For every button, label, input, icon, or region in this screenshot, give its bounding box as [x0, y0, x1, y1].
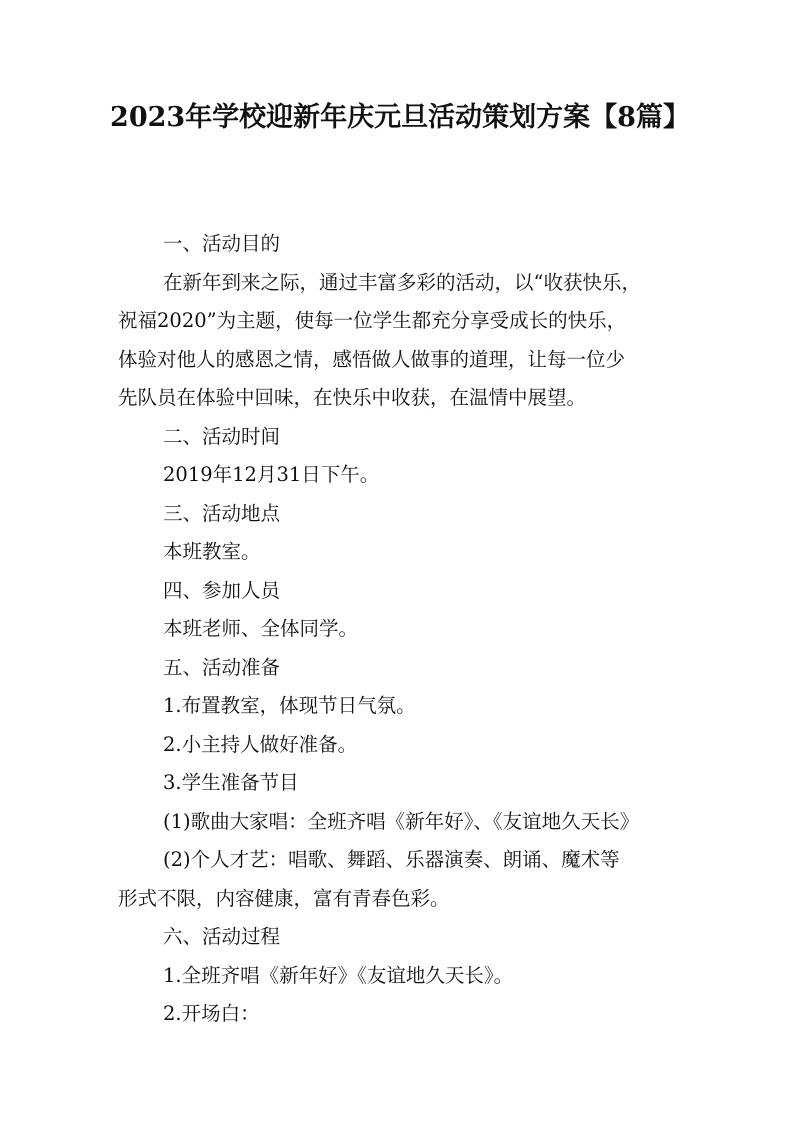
document-title: 2023年学校迎新年庆元旦活动策划方案【8篇】 — [110, 102, 690, 133]
section-heading: 二、活动时间 — [163, 424, 281, 448]
list-item: (2)个人才艺：唱歌、舞蹈、乐器演奏、朗诵、魔术等 — [163, 848, 620, 871]
document-body — [118, 225, 698, 1034]
paragraph-line: 2019年12月31日下午。 — [163, 463, 380, 486]
section-heading: 四、参加人员 — [163, 578, 281, 602]
paragraph-line: 本班老师、全体同学。 — [163, 617, 359, 640]
section-heading: 五、活动准备 — [163, 655, 281, 679]
section-heading: 六、活动过程 — [163, 925, 281, 948]
paragraph-line: 体验对他人的感恩之情，感悟做人做事的道理，让每一位少 — [118, 347, 626, 371]
paragraph-line: 形式不限，内容健康，富有青春色彩。 — [118, 886, 450, 910]
list-item: 3.学生准备节目 — [163, 771, 299, 794]
list-item: 1.布置教室，体现节日气氛。 — [163, 694, 416, 717]
paragraph-line: 本班教室。 — [163, 540, 261, 563]
section-heading: 一、活动目的 — [163, 232, 281, 255]
list-item: 2.开场白： — [163, 1002, 260, 1025]
paragraph-line: 祝福2020”为主题，使每一位学生都充分享受成长的快乐， — [118, 309, 627, 332]
paragraph-line: 在新年到来之际，通过丰富多彩的活动，以“收获快乐， — [163, 270, 641, 294]
list-item: 1.全班齐唱《新年好》《友谊地久天长》。 — [163, 963, 514, 987]
section-heading: 三、活动地点 — [163, 501, 281, 525]
list-item: (1)歌曲大家唱：全班齐唱《新年好》、《友谊地久天长》 — [163, 809, 640, 833]
paragraph-line: 先队员在体验中回味，在快乐中收获，在温情中展望。 — [118, 386, 587, 409]
list-item: 2.小主持人做好准备。 — [163, 732, 358, 756]
